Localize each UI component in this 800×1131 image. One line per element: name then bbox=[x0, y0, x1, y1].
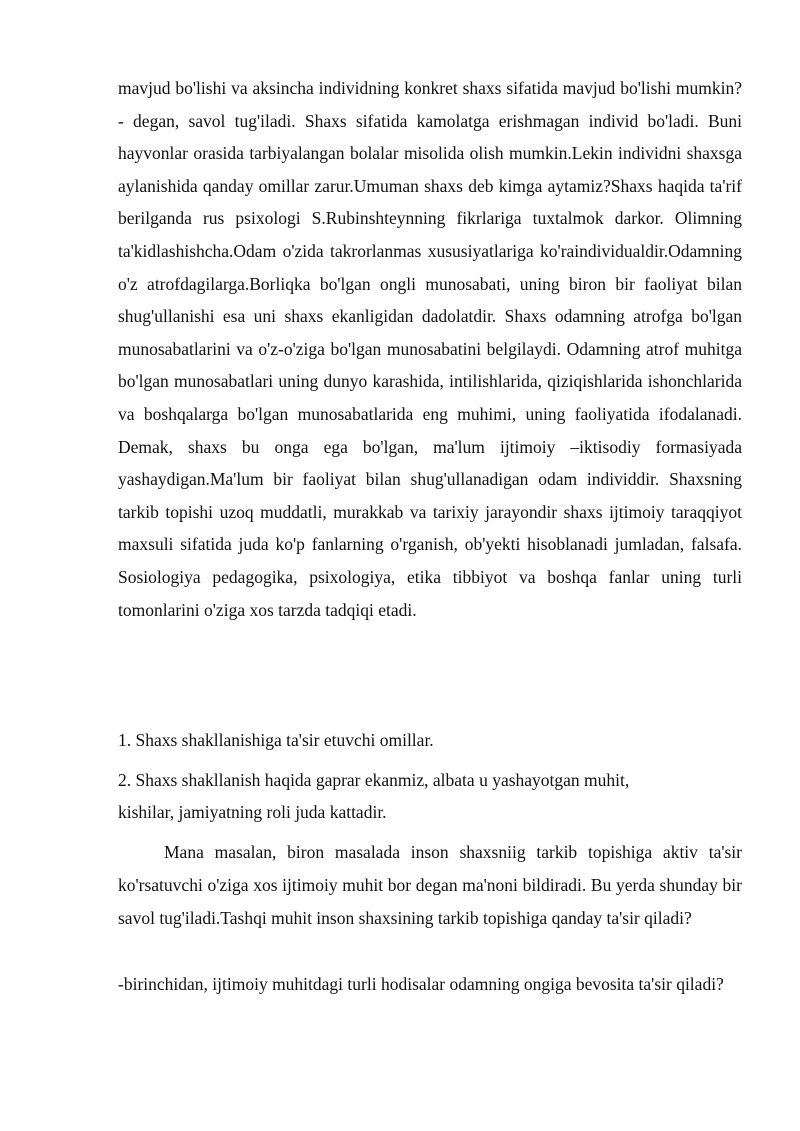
list-item-1: 1. Shaxs shakllanishiga ta'sir etuvchi omillar. bbox=[118, 730, 434, 750]
body-paragraph-1: mavjud bo'lishi va aksincha individning konkret shaxs sifatida mavjud bo'lishi mumkin? - degan, savol tug'iladi. Shaxs sifatida kamolatga erishmagan individ bo'ladi. Buni hayvonlar orasida tarbiyalangan bolalar misolida olish mumkin.Lekin individni shaxsga aylanishida qanday omillar zarur.Umuman shaxs deb kimga aytamiz?Shaxs haqida ta'rif berilganda rus psixologi S.Rubinshteynning fikrlariga tuxtalmok darkor. Olimning ta'kidlashishcha.Odam o'zida takrorlanmas xususiyatlariga ko'raindividualdir.Odamning o'z atrofdagilarga.Borliqka bo'lgan ongli munosabati, uning biron bir faoliyat bilan shug'ullanishi esa uni shaxs ekanligidan dadolatdir. Shaxs odamning atrofga bo'lgan munosabatlarini va o'z-o'ziga bo'lgan munosabatini belgilaydi. Odamning atrof muhitga bo'lgan munosabatlari uning dunyo karashida, intilishlarida, qiziqishlarida ishonchlarida va boshqalarga bo'lgan munosabatlarida eng muhimi, uning faoliyatida ifodalanadi. Demak, shaxs bu onga ega bo'lgan, ma'lum ijtimoiy –iktisodiy formasiyada yashaydigan.Ma'lum bir faoliyat bilan shug'ullanadigan odam individdir. Shaxsning tarkib topishi uzoq muddatli, murakkab va tarixiy jarayondir shaxs ijtimoiy taraqqiyot maxsuli sifatida juda ko'p fanlarning o'rganish, ob'yekti hisoblanadi jumladan, falsafa. Sosiologiya pedagogika, psixologiya, etika tibbiyot va boshqa fanlar uning turli tomonlarini o'ziga xos tarzda tadqiqi etadi. bbox=[118, 78, 742, 620]
body-paragraph-2: Mana masalan, biron masalada inson shaxsniig tarkib topishiga aktiv ta'sir ko'rsatuvchi o'ziga xos ijtimoiy muhit bor degan ma'noni bildiradi. Bu yerda shunday bir savol tug'iladi.Tashqi muhit inson shaxsining tarkib topishiga qanday ta'sir qiladi? bbox=[118, 842, 742, 928]
list-item-2 bbox=[118, 764, 748, 828]
list-item-2-line-1: 2. Shaxs shakllanish haqida gaprar ekanmiz, albata u yashayotgan muhit, bbox=[118, 770, 630, 790]
list-item-2-line-2: kishilar, jamiyatning roli juda kattadir. bbox=[118, 802, 387, 822]
body-paragraph-3: -birinchidan, ijtimoiy muhitdagi turli hodisalar odamning ongiga bevosita ta'sir qiladi? bbox=[118, 974, 724, 994]
